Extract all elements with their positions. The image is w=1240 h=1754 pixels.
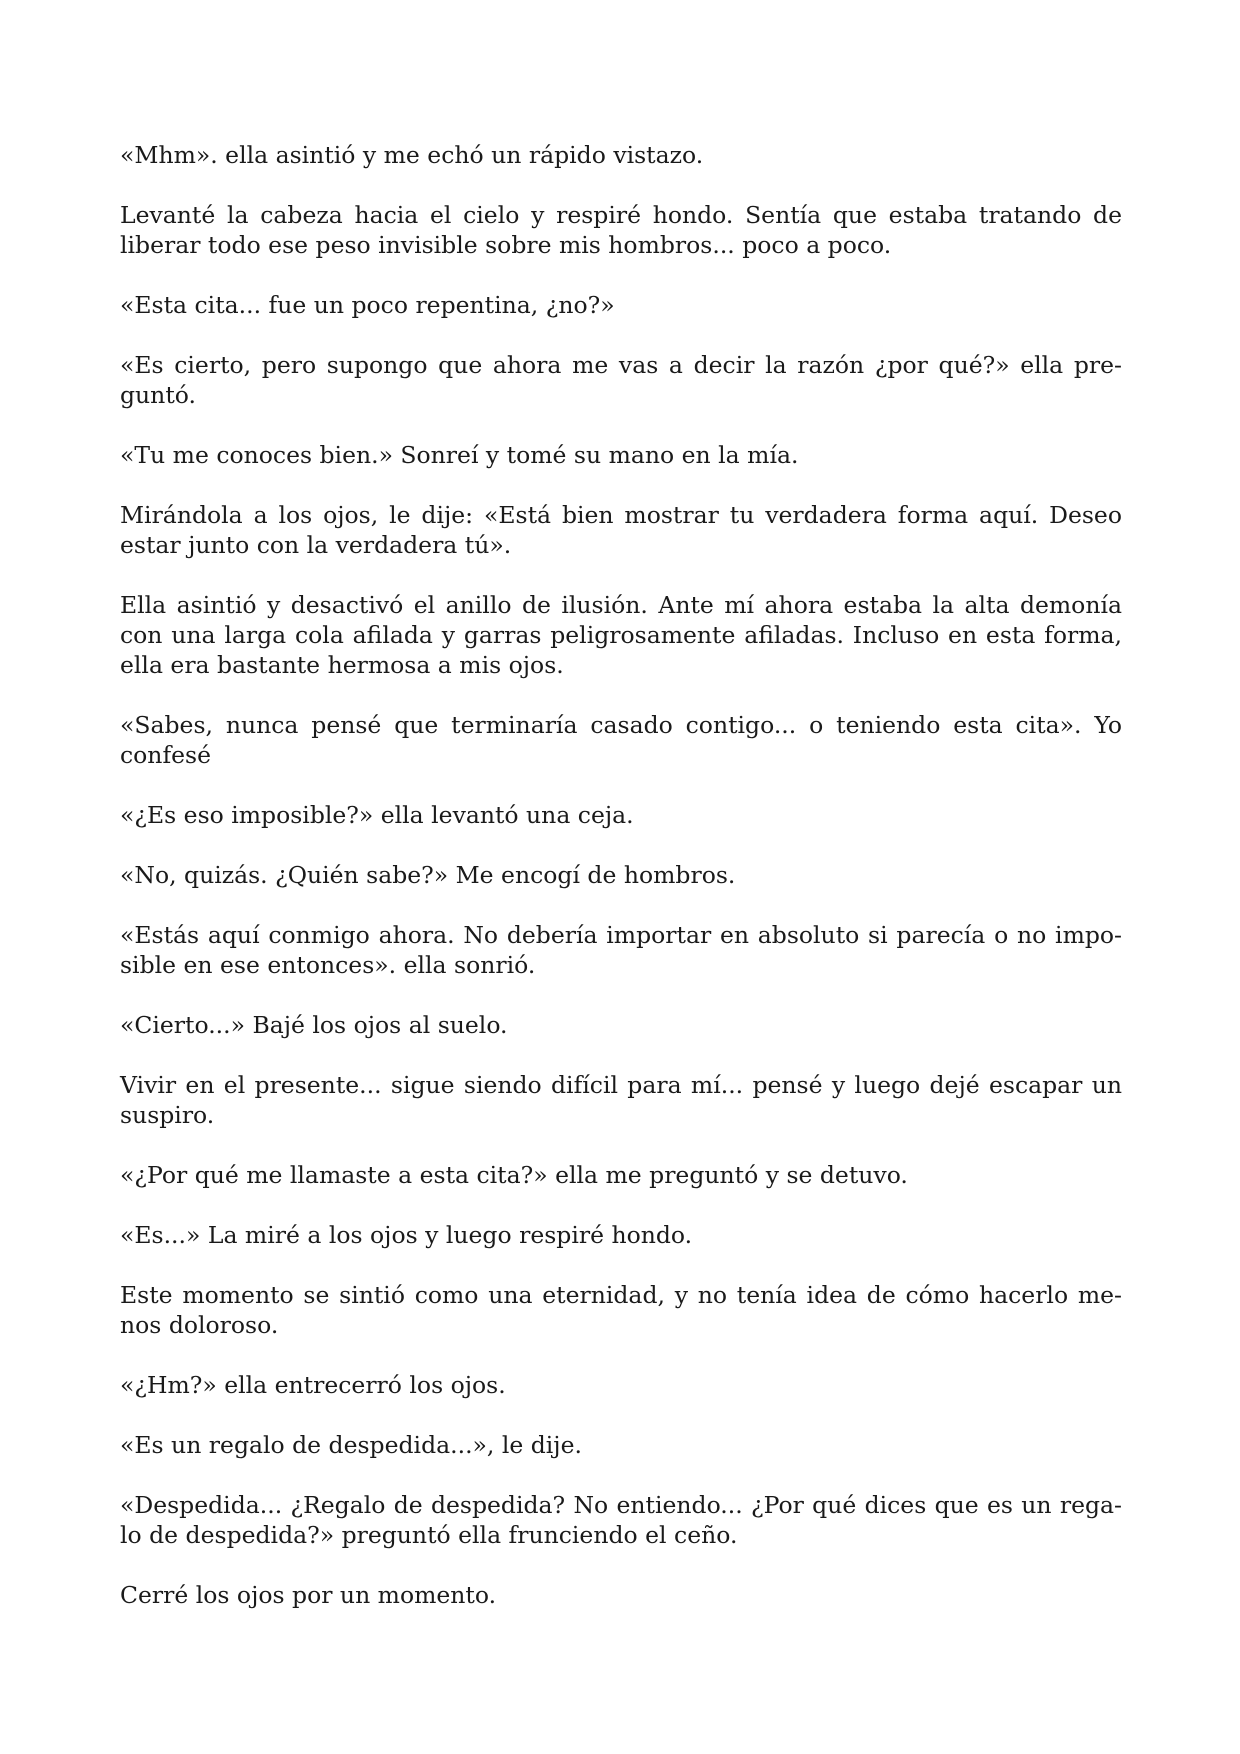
- paragraph: Vivir en el presente... sigue siendo difícil para mí... pensé y luego dejé escapar un suspiro.: [120, 1071, 1122, 1129]
- paragraph: «Es un regalo de despedida...», le dije.: [120, 1431, 582, 1459]
- paragraph: Levanté la cabeza hacia el cielo y respiré hondo. Sentía que estaba tratando de liberar todo ese peso invisible sobre mis hombros... poco a poco.: [120, 201, 1122, 259]
- paragraph: «Despedida... ¿Regalo de despedida? No entiendo... ¿Por qué dices que es un regalo de despedida?» preguntó ella frunciendo el ceño.: [120, 1491, 1122, 1549]
- paragraph: «Es...» La miré a los ojos y luego respiré hondo.: [120, 1221, 693, 1249]
- paragraph: «Es cierto, pero supongo que ahora me vas a decir la razón ¿por qué?» ella preguntó.: [120, 351, 1122, 409]
- paragraph: «Cierto...» Bajé los ojos al suelo.: [120, 1011, 508, 1039]
- paragraph: «Mhm». ella asintió y me echó un rápido vistazo.: [120, 141, 704, 169]
- paragraph: «¿Hm?» ella entrecerró los ojos.: [120, 1371, 506, 1399]
- paragraph: «¿Es eso imposible?» ella levantó una ceja.: [120, 801, 634, 829]
- paragraph: Cerré los ojos por un momento.: [120, 1581, 497, 1609]
- paragraph: Este momento se sintió como una eternidad, y no tenía idea de cómo hacerlo menos doloroso.: [120, 1281, 1122, 1339]
- body-text: [120, 140, 1122, 1640]
- paragraph: «Tu me conoces bien.» Sonreí y tomé su mano en la mía.: [120, 441, 799, 469]
- paragraph: «Esta cita... fue un poco repentina, ¿no?»: [120, 291, 615, 319]
- paragraph: Ella asintió y desactivó el anillo de ilusión. Ante mí ahora estaba la alta demonía con una larga cola afilada y garras peligrosamente afiladas. Incluso en esta forma, ella era bastante hermosa a mis ojos.: [120, 591, 1122, 679]
- paragraph: Mirándola a los ojos, le dije: «Está bien mostrar tu verdadera forma aquí. Deseo estar junto con la verdadera tú».: [120, 501, 1122, 559]
- paragraph: «Sabes, nunca pensé que terminaría casado contigo... o teniendo esta cita». Yo confesé: [120, 711, 1122, 769]
- paragraph: «Estás aquí conmigo ahora. No debería importar en absoluto si parecía o no imposible en ese entonces». ella sonrió.: [120, 921, 1122, 979]
- paragraph: «¿Por qué me llamaste a esta cita?» ella me preguntó y se detuvo.: [120, 1161, 908, 1189]
- paragraph: «No, quizás. ¿Quién sabe?» Me encogí de hombros.: [120, 861, 736, 889]
